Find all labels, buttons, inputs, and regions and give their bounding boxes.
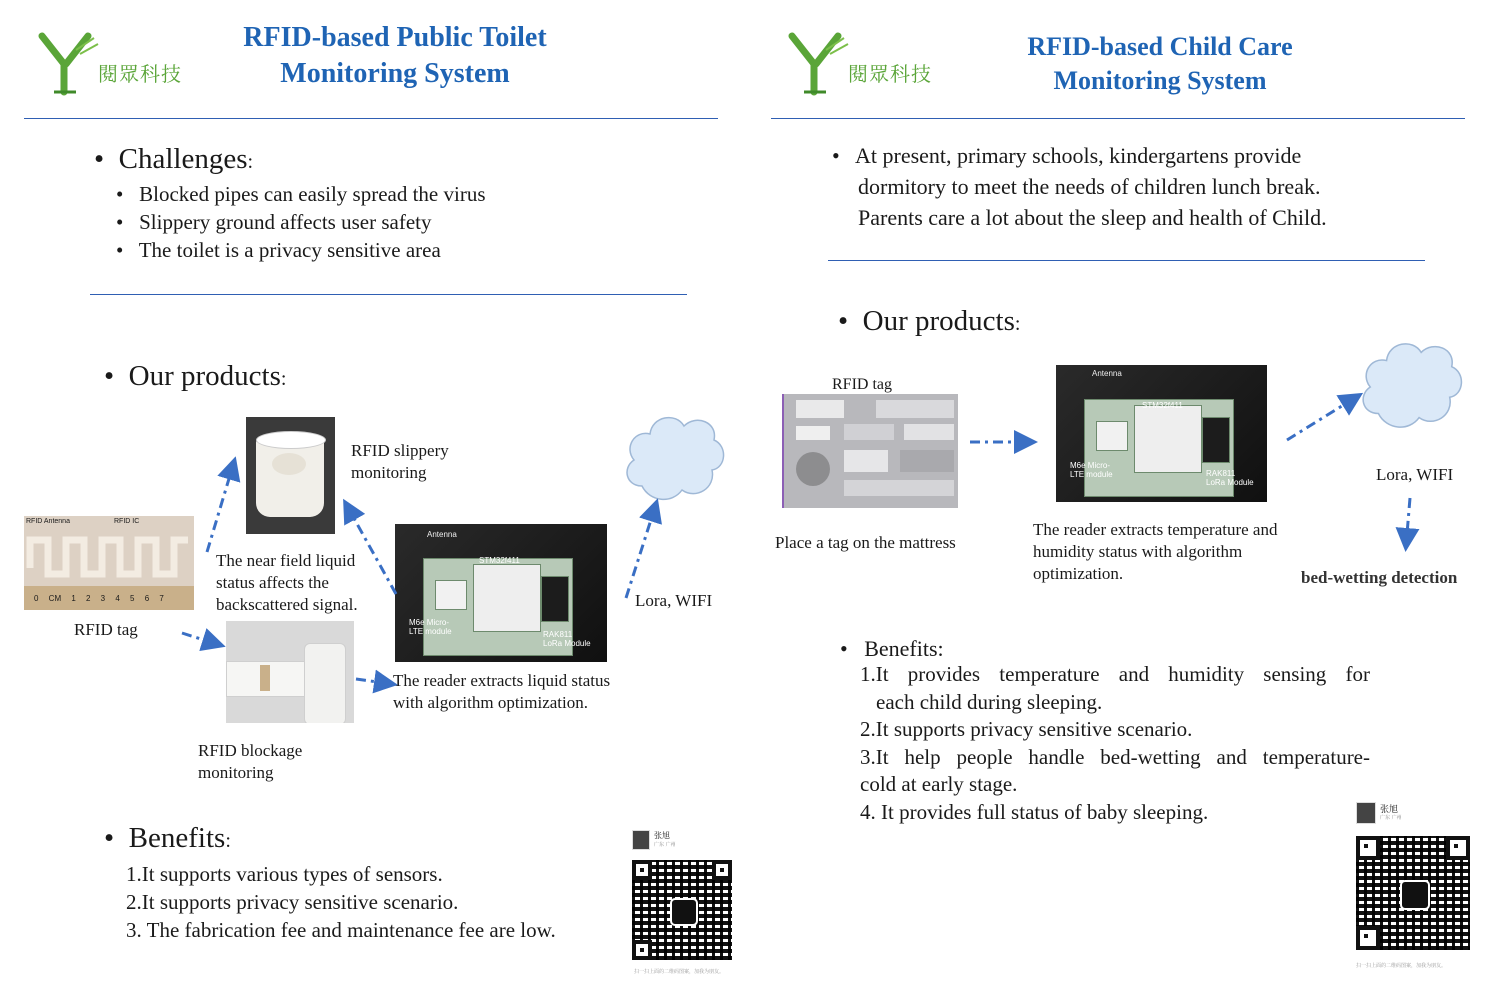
list-item: 4. It provides full status of baby sleeping. (860, 799, 1209, 824)
right-reader-text: The reader extracts temperature and humidity status with algorithm optimization. (1033, 520, 1278, 583)
qr-name: 张旭 (1380, 805, 1399, 815)
left-near-field-text: The near field liquid status affects the backscattered signal. (216, 551, 358, 614)
board-chip-label: STM32f411 (1142, 401, 1183, 410)
list-item: • Slippery ground affects user safety (116, 210, 432, 234)
board-antenna-label: Antenna (427, 530, 457, 539)
board-rak-label: RAK811 LoRa Module (1206, 469, 1254, 487)
arrow-icon (1406, 498, 1410, 546)
left-rfid-tag-label: RFID tag (74, 620, 138, 639)
right-bed-wetting: bed-wetting detection (1301, 568, 1458, 587)
list-item-continued: each child during sleeping. (876, 689, 1103, 714)
arrow-icon (207, 462, 234, 552)
tag-antenna-label: RFID Antenna (26, 518, 70, 525)
left-logo-text: 閱眾科技 (98, 62, 182, 86)
right-mattress-text: Place a tag on the mattress (775, 533, 956, 552)
qr-location: 广东 广州 (654, 842, 676, 848)
arrow-icon (182, 633, 220, 645)
benefits-colon: : (225, 830, 231, 852)
bullet-dot: • (832, 143, 855, 168)
left-title-line2: Monitoring System (280, 58, 510, 89)
list-item: 1.It supports various types of sensors. (126, 862, 443, 886)
right-logo-text: 閱眾科技 (848, 62, 932, 86)
ruler: 0 CM 1 2 3 4 5 6 7 (24, 586, 194, 610)
list-item: 2.It supports privacy sensitive scenario. (126, 890, 459, 914)
list-item-continued: cold at early stage. (860, 772, 1018, 796)
challenges-heading-text: Challenges (118, 143, 248, 175)
right-rfid-tag-label: RFID tag (832, 376, 892, 393)
products-colon: : (1014, 313, 1021, 335)
left-reader-text: The reader extracts liquid status with algorithm optimization. (393, 671, 611, 712)
right-lora-text: Lora, WIFI (1376, 465, 1454, 484)
bullet-dot: • (94, 143, 119, 175)
right-title-line2: Monitoring System (1053, 66, 1267, 95)
board-m6e-label: M6e Micro-LTE module (1070, 461, 1113, 479)
challenges-colon: : (247, 151, 254, 173)
bullet-dot: • (104, 822, 129, 854)
tag-ic-label: RFID IC (114, 518, 140, 525)
qr-name: 张旭 (654, 831, 670, 840)
list-item: 3.It help people handle bed-wetting and temperature- (860, 744, 1370, 769)
list-item: 3. The fabrication fee and maintenance fee are low. (126, 918, 556, 942)
left-title-line1: RFID-based Public Toilet (243, 22, 547, 53)
list-item: • The toilet is a privacy sensitive area (116, 238, 441, 262)
qr-location: 广东 广州 (1380, 815, 1402, 821)
board-rak-label: RAK811 LoRa Module (543, 630, 591, 648)
bullet-dot: • (838, 305, 863, 337)
benefits-heading-text: Benefits (128, 822, 226, 854)
left-lora-text: Lora, WIFI (635, 591, 713, 610)
list-item: 2.It supports privacy sensitive scenario. (860, 717, 1193, 741)
arrow-icon (356, 679, 392, 684)
list-item-continued: dormitory to meet the needs of children lunch break. (858, 174, 1321, 199)
list-item: • Blocked pipes can easily spread the virus (116, 182, 486, 206)
board-chip-label: STM32f411 (479, 556, 520, 565)
right-title-line1: RFID-based Child Care (1027, 32, 1293, 61)
arrow-icon (346, 504, 396, 594)
products-colon: : (280, 368, 287, 390)
list-item-continued: Parents care a lot about the sleep and health of Child. (858, 205, 1327, 230)
left-slippery-label: RFID slippery monitoring (351, 441, 449, 482)
products-heading-text: Our products (128, 360, 281, 392)
bullet-dot: • (840, 636, 865, 661)
board-m6e-label: M6e Micro-LTE module (409, 618, 452, 636)
qr-caption: 扫一扫上面的二维码图案，加我为朋友。 (634, 969, 725, 975)
bullet-dot: • (104, 360, 129, 392)
benefits-heading-text: Benefits: (864, 636, 944, 661)
list-item: • At present, primary schools, kindergartens provide (832, 143, 1302, 168)
board-antenna-label: Antenna (1092, 369, 1122, 378)
arrow-icon (1287, 396, 1358, 440)
products-heading-text: Our products (862, 305, 1015, 337)
left-blockage-label: RFID blockage monitoring (198, 741, 303, 782)
arrow-icon (626, 504, 656, 598)
qr-caption: 扫一扫上面的二维码图案，加我为朋友。 (1356, 963, 1447, 969)
list-item: 1.It provides temperature and humidity sensing for (860, 662, 1370, 686)
